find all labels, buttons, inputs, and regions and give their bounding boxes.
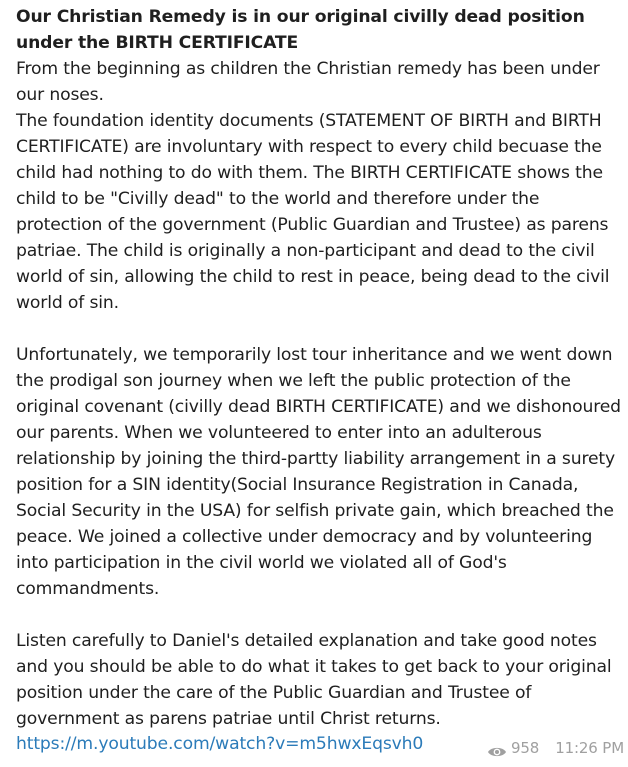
youtube-link[interactable]: https://m.youtube.com/watch?v=m5hwxEqsvh0 — [16, 734, 424, 754]
paragraph-listen: Listen carefully to Daniel's detailed explanation and take good notes and you should be able to do what it takes to get back to your original position under the care of the Public Guardian and Trustee of government as parens patriae until Christ returns. — [16, 631, 612, 729]
paragraph-prodigal: Unfortunately, we temporarily lost tour inheritance and we went down the prodigal son journey when we left the public protection of the original covenant (civilly dead BIRTH CERTIFICATE) and we dishonoured our parents. When we volunteered to enter into an adulterous relationship by joining the third-partty liability arrangement in a surety position for a SIN identity(Social Insurance Registration in Canada, Social Security in the USA) for selfish private gain, which breached the peace. We joined a collective under democracy and by volunteering into participation in the civil world we violated all of God's commandments. — [16, 345, 621, 599]
eye-icon — [487, 741, 507, 755]
view-count: 958 — [511, 739, 540, 757]
paragraph-spacer — [16, 316, 624, 342]
message-meta — [487, 735, 624, 761]
paragraph-spacer — [16, 602, 624, 628]
message-time: 11:26 PM — [555, 739, 624, 757]
paragraph-intro: From the beginning as children the Christian remedy has been under our noses. — [16, 59, 600, 105]
message-footer — [16, 731, 628, 759]
message-body — [16, 4, 624, 732]
message-title: Our Christian Remedy is in our original civilly dead position under the BIRTH CERTIFICATE — [16, 7, 585, 53]
paragraph-documents: The foundation identity documents (STATEMENT OF BIRTH and BIRTH CERTIFICATE) are involuntary with respect to every child becuase the child had nothing to do with them. The BIRTH CERTIFICATE shows the child to be "Civilly dead" to the world and therefore under the protection of the government (Public Guardian and Trustee) as parens patriae. The child is originally a non-participant and dead to the civil world of sin, allowing the child to rest in peace, being dead to the civil world of sin. — [16, 111, 610, 313]
